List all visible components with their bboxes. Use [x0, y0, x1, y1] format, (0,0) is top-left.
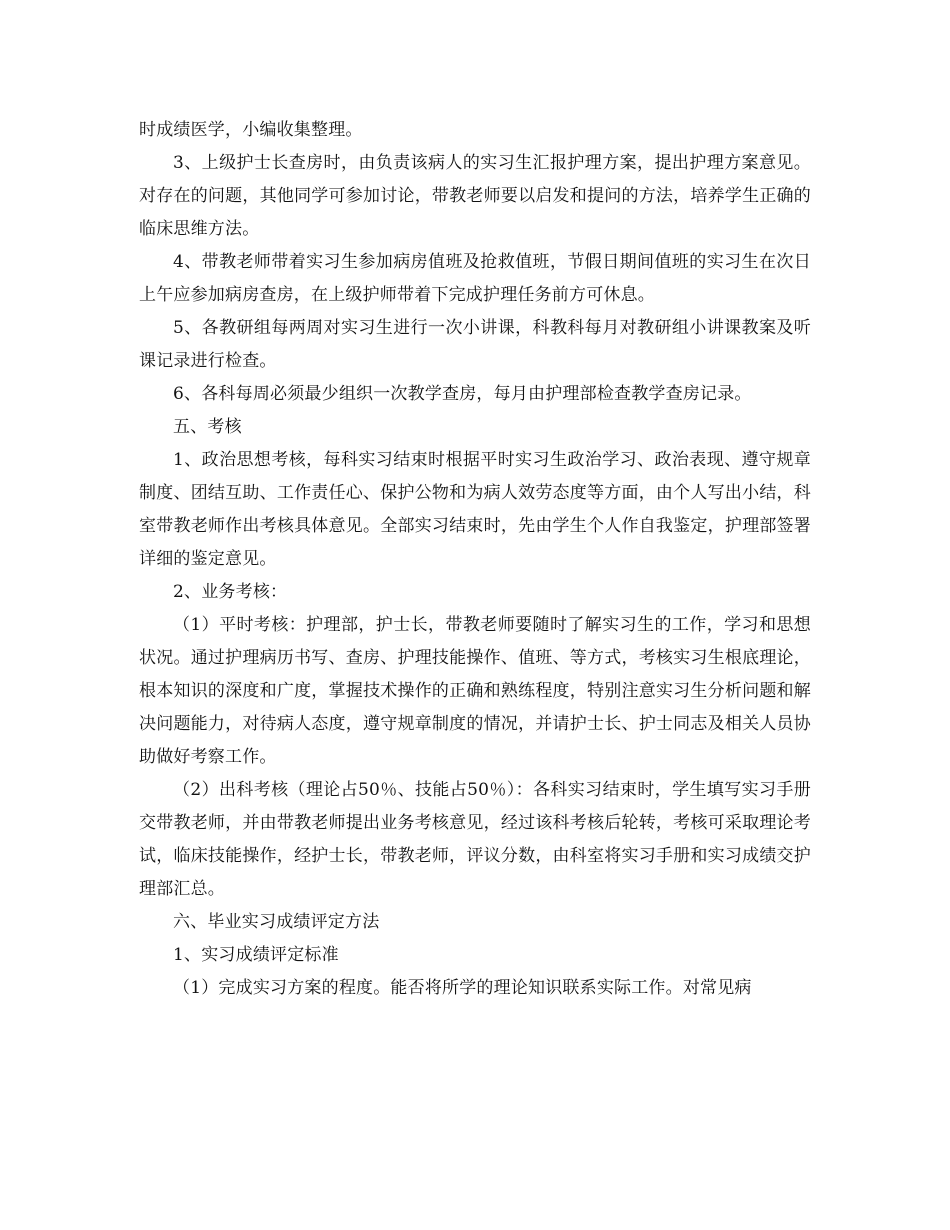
section-heading-assessment: 五、考核: [173, 417, 242, 437]
paragraph-item-6: 6、各科每周必须最少组织一次教学查房，每月由护理部检查教学查房记录。: [173, 384, 752, 404]
paragraph-plan-completion: （1）完成实习方案的程度。能否将所学的理论知识联系实际工作。对常见病: [173, 978, 752, 998]
paragraph-grading-standard: 1、实习成绩评定标准: [173, 945, 339, 965]
paragraph-item-4: 4、带教老师带着实习生参加病房值班及抢救值班，节假日期间值班的实习生在次日上午应参加病房查房，在上级护师带着下完成护理任务前方可休息。: [139, 252, 811, 305]
paragraph-exit-assessment: （2）出科考核（理论占50％、技能占50％）：各科实习结束时，学生填写实习手册交带教老师，并由带教老师提出业务考核意见，经过该科考核后轮转，考核可采取理论考试，临床技能操作，经护士长，带教老师，评议分数，由科室将实习手册和实习成绩交护理部汇总。: [139, 780, 811, 899]
paragraph-continuation: 时成绩医学，小编收集整理。: [139, 120, 363, 140]
paragraph-business-assessment: 2、业务考核：: [173, 582, 288, 602]
paragraph-routine-assessment: （1）平时考核：护理部，护士长，带教老师要随时了解实习生的工作，学习和思想状况。通过护理病历书写、查房、护理技能操作、值班、等方式，考核实习生根底理论，根本知识的深度和广度，掌握技术操作的正确和熟练程度，特别注意实习生分析问题和解决问题能力，对待病人态度，遵守规章制度的情况，并请护士长、护士同志及相关人员协助做好考察工作。: [139, 615, 811, 767]
paragraph-item-5: 5、各教研组每两周对实习生进行一次小讲课，科教科每月对教研组小讲课教案及听课记录进行检查。: [139, 318, 811, 371]
paragraph-political-assessment: 1、政治思想考核，每科实习结束时根据平时实习生政治学习、政治表现、遵守规章制度、团结互助、工作责任心、保护公物和为病人效劳态度等方面，由个人写出小结，科室带教老师作出考核具体意见。全部实习结束时，先由学生个人作自我鉴定，护理部签署详细的鉴定意见。: [139, 450, 811, 569]
section-heading-grading-method: 六、毕业实习成绩评定方法: [173, 912, 380, 932]
paragraph-item-3: 3、上级护士长查房时，由负责该病人的实习生汇报护理方案，提出护理方案意见。对存在的问题，其他同学可参加讨论，带教老师要以启发和提问的方法，培养学生正确的临床思维方法。: [139, 153, 811, 239]
